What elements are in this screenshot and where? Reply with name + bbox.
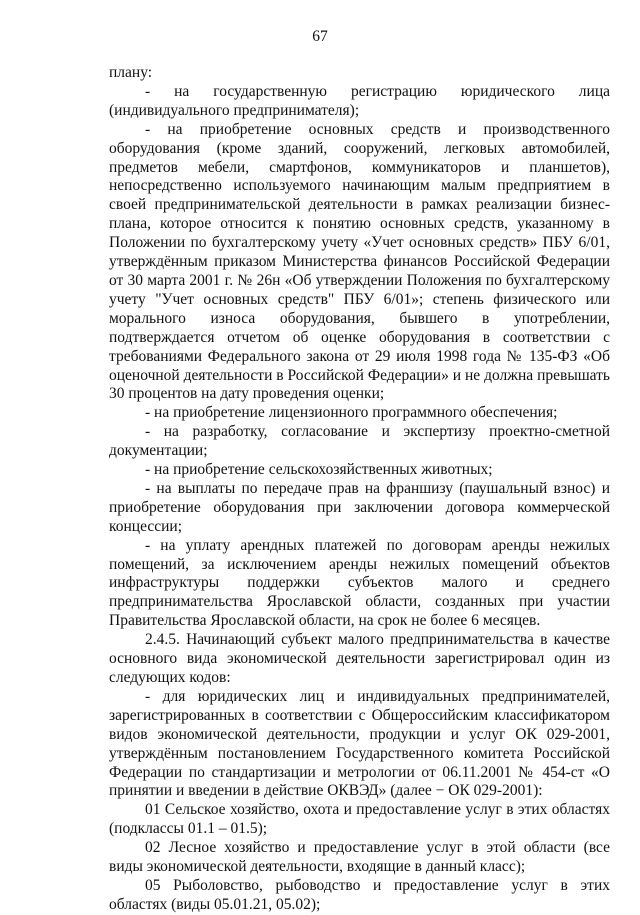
list-item-fixed-assets: - на приобретение основных средств и производственного оборудования (кроме зданий, сооружений, легковых автомобилей, предметов мебели, смартфонов, коммуникаторов и планшетов), непосредственно используемого начинающим малым предприятием в своей предпринимательской деятельности в рамках реализации бизнес-плана, которое относится к понятию основных средств, указанному в Положении по бухгалтерскому учету «Учет основных средств» ПБУ 6/01, утверждённым приказом Министерства финансов Российской Федерации от 30 марта 2001 г. № 26н «Об утверждении Положения по бухгалтерскому учету "Учет основных средств" ПБУ 6/01»; степень физического или морального износа оборудования, бывшего в употреблении, подтверждается отчетом об оценке оборудования в соответствии с требованиями Федерального закона от 29 июля 1998 года № 135-ФЗ «Об оценочной деятельности в Российской Федерации» и не должна превышать 30 процентов на дату проведения оценки; (109, 120, 610, 403)
list-item-livestock: - на приобретение сельскохозяйственных животных; (145, 461, 493, 479)
code-item-05: 05 Рыболовство, рыбоводство и предоставление услуг в этих областях (виды 05.01.21, 05.02); (109, 876, 610, 913)
list-item-okved-legal-entities: - для юридических лиц и индивидуальных предпринимателей, зарегистрированных в соответствии с Общероссийским классификатором видов экономической деятельности, продукции и услуг ОК 029-2001, утверждённым постановлением Государственного комитета Российской Федерации по стандартизации и метрологии от 06.11.2001 № 454-ст «О принятии и введении в действие ОКВЭД» (далее − ОК 029-2001): (109, 687, 610, 800)
code-item-01: 01 Сельское хозяйство, охота и предоставление услуг в этих областях (подклассы 01.1 – 01.5); (109, 801, 610, 838)
list-item-rent-payments: - на уплату арендных платежей по договорам аренды нежилых помещений, за исключением аренды нежилых помещений объектов инфраструктуры поддержки субъектов малого и среднего предпринимательства Ярославской области, созданных при участии Правительства Ярославской области, на срок не более 6 месяцев. (109, 536, 610, 630)
page-number: 67 (312, 28, 328, 45)
section-2-4-5: 2.4.5. Начинающий субъект малого предпринимательства в качестве основного вида экономической деятельности зарегистрировал один из следующих кодов: (109, 631, 610, 686)
list-item-franchise: - на выплаты по передаче прав на франшизу (паушальный взнос) и приобретение оборудования при заключении договора коммерческой концессии; (109, 479, 610, 535)
code-item-02: 02 Лесное хозяйство и предоставление услуг в этой области (все виды экономической деятельности, входящие в данный класс); (109, 839, 610, 876)
paragraph-continuation: плану: (109, 64, 153, 81)
list-item-design-documentation: - на разработку, согласование и экспертизу проектно-сметной документации; (109, 423, 610, 460)
list-item-state-registration: - на государственную регистрацию юридического лица (индивидуального предпринимателя); (109, 82, 610, 119)
document-body (109, 64, 610, 915)
list-item-software: - на приобретение лицензионного программного обеспечения; (145, 404, 558, 422)
